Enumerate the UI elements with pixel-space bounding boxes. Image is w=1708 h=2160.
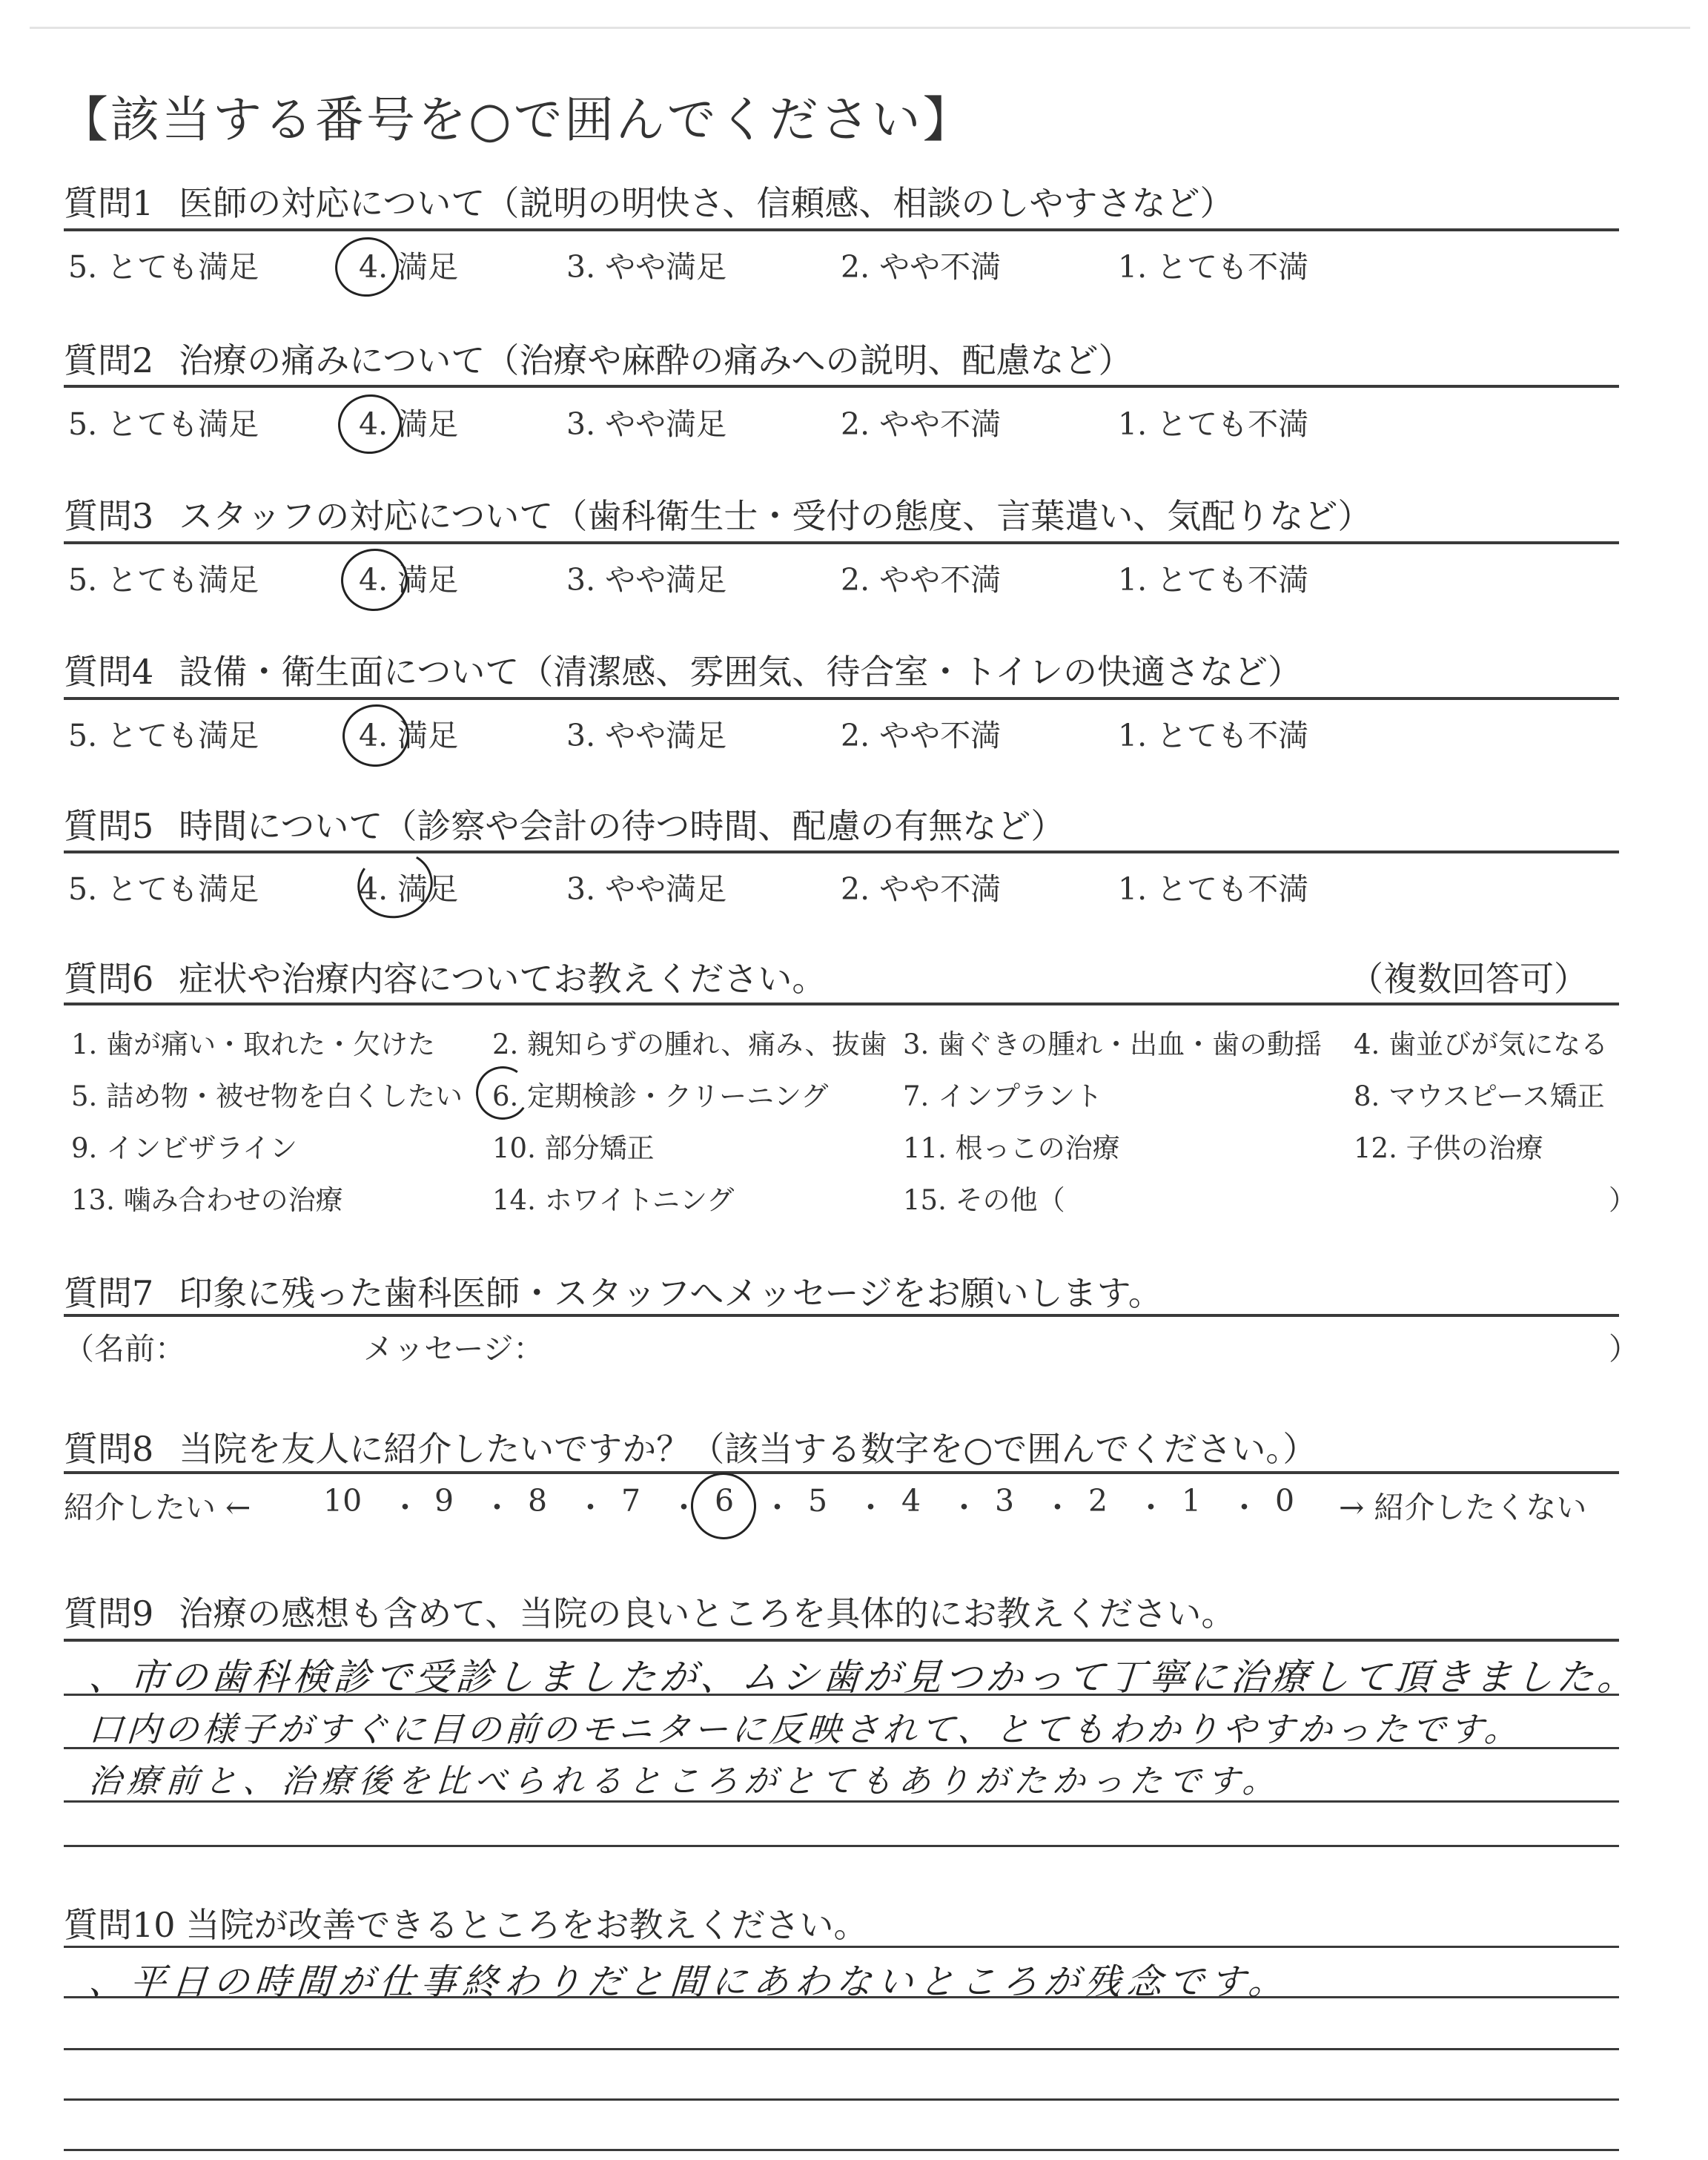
- option-3[interactable]: 3. やや満足: [566, 871, 727, 907]
- option-1[interactable]: 1. とても不満: [1118, 871, 1309, 907]
- option-5[interactable]: 5. とても満足: [68, 406, 259, 442]
- option-8[interactable]: 8. マウスピース矯正: [1354, 1080, 1605, 1112]
- option-11[interactable]: 11. 根っこの治療: [903, 1132, 1120, 1164]
- option-1[interactable]: 1. とても不満: [1118, 718, 1309, 753]
- option-5[interactable]: 5. とても満足: [68, 562, 259, 598]
- option-4[interactable]: 4. 満足: [359, 562, 459, 598]
- question-text: 印象に残った歯科医師・スタッフへメッセージをお願いします。: [179, 1273, 1162, 1313]
- question-text: 時間について（診察や会計の待つ時間、配慮の有無など）: [179, 806, 1065, 846]
- option-2[interactable]: 2. やや不満: [841, 562, 1002, 598]
- question-text: 当院を友人に紹介したいですか？（該当する数字を○で囲んでください。）: [179, 1429, 1317, 1469]
- option-5[interactable]: 5. とても満足: [68, 871, 259, 907]
- question-label: 質問1: [64, 183, 154, 223]
- question-label: 質問7: [64, 1273, 154, 1313]
- divider: [64, 851, 1619, 853]
- option-4[interactable]: 4. 満足: [359, 871, 459, 907]
- score-8[interactable]: 8: [528, 1483, 548, 1519]
- option-1[interactable]: 1. とても不満: [1118, 562, 1309, 598]
- option-4[interactable]: 4. 歯並びが気になる: [1354, 1028, 1609, 1060]
- question-label: 質問10: [64, 1905, 176, 1945]
- question-1-heading: [64, 176, 1234, 225]
- recommend-right-label: → 紹介したくない: [1339, 1490, 1587, 1525]
- question-8-heading: [64, 1422, 1317, 1471]
- score-10[interactable]: 10: [323, 1483, 363, 1519]
- option-2[interactable]: 2. 親知らずの腫れ、痛み、抜歯: [492, 1028, 887, 1060]
- option-1[interactable]: 1. とても不満: [1118, 406, 1309, 442]
- option-2[interactable]: 2. やや不満: [841, 249, 1002, 285]
- question-text: 医師の対応について（説明の明快さ、信頼感、相談のしやすさなど）: [179, 183, 1234, 223]
- option-3[interactable]: 3. やや満足: [566, 562, 727, 598]
- divider: [64, 1946, 1619, 1948]
- divider: [64, 228, 1619, 231]
- option-10[interactable]: 10. 部分矯正: [492, 1132, 655, 1164]
- separator-dot: ・: [1136, 1490, 1166, 1525]
- name-field-label: （名前：: [64, 1331, 185, 1367]
- handwritten-answer-line: 治療前と、治療後を比べられるところがとてもありがたかったです。: [87, 1763, 1282, 1800]
- option-2[interactable]: 2. やや不満: [841, 718, 1002, 753]
- option-1[interactable]: 1. とても不満: [1118, 249, 1309, 285]
- answer-line: [64, 2048, 1619, 2050]
- option-5[interactable]: 5. 詰め物・被せ物を白くしたい: [71, 1080, 463, 1112]
- divider: [64, 541, 1619, 544]
- score-3[interactable]: 3: [995, 1483, 1015, 1519]
- message-field-label: メッセージ：: [363, 1331, 544, 1367]
- separator-dot: ・: [949, 1490, 979, 1525]
- option-5[interactable]: 5. とても満足: [68, 249, 259, 285]
- question-label: 質問3: [64, 496, 154, 536]
- option-9[interactable]: 9. インビザライン: [71, 1132, 297, 1164]
- question-text: 症状や治療内容についてお教えください。: [179, 959, 827, 999]
- question-label: 質問5: [64, 806, 154, 846]
- question-2-heading: [64, 334, 1132, 383]
- score-5[interactable]: 5: [808, 1483, 828, 1519]
- divider: [64, 1314, 1619, 1317]
- question-3-heading: [64, 489, 1371, 538]
- separator-dot: ・: [1229, 1490, 1260, 1525]
- other-close-paren: ）: [1609, 1184, 1636, 1216]
- separator-dot: ・: [669, 1490, 699, 1525]
- option-4[interactable]: 4. 満足: [359, 249, 459, 285]
- option-4[interactable]: 4. 満足: [359, 718, 459, 753]
- handwritten-answer-line: 口内の様子がすぐに目の前のモニターに反映されて、とてもわかりやすかったです。: [87, 1709, 1524, 1749]
- option-12[interactable]: 12. 子供の治療: [1354, 1132, 1543, 1164]
- question-label: 質問4: [64, 652, 154, 692]
- question-text: 治療の感想も含めて、当院の良いところを具体的にお教えください。: [179, 1593, 1236, 1634]
- score-0[interactable]: 0: [1275, 1483, 1295, 1519]
- multiple-answers-note: （複数回答可）: [1349, 959, 1588, 999]
- option-7[interactable]: 7. インプラント: [903, 1080, 1103, 1112]
- separator-dot: ・: [855, 1490, 886, 1525]
- divider: [64, 1003, 1619, 1005]
- selection-circle: [471, 1062, 533, 1123]
- selection-circle: [351, 844, 439, 925]
- separator-dot: ・: [390, 1490, 420, 1525]
- question-6-heading: [64, 952, 826, 1001]
- divider: [64, 1639, 1619, 1642]
- page-title: 【該当する番号を○で囲んでください】: [59, 91, 974, 148]
- option-14[interactable]: 14. ホワイトニング: [492, 1184, 735, 1216]
- question-10-heading: [64, 1898, 868, 1947]
- question-text: スタッフの対応について（歯科衛生士・受付の態度、言葉遣い、気配りなど）: [179, 496, 1372, 536]
- option-1[interactable]: 1. 歯が痛い・取れた・欠けた: [71, 1028, 436, 1060]
- divider: [64, 697, 1619, 700]
- question-text: 治療の痛みについて（治療や麻酔の痛みへの説明、配慮など）: [179, 340, 1133, 380]
- question-label: 質問9: [64, 1593, 154, 1634]
- handwritten-answer-line: 、平日の時間が仕事終わりだと間にあわないところが残念です。: [87, 1961, 1291, 2003]
- option-5[interactable]: 5. とても満足: [68, 718, 259, 753]
- score-7[interactable]: 7: [621, 1483, 641, 1519]
- separator-dot: ・: [1042, 1490, 1073, 1525]
- answer-line: [64, 2098, 1619, 2101]
- answer-line: [64, 1845, 1619, 1847]
- option-2[interactable]: 2. やや不満: [841, 406, 1002, 442]
- question-label: 質問6: [64, 959, 154, 999]
- score-6[interactable]: 6: [715, 1483, 735, 1519]
- handwritten-answer-line: 、市の歯科検診で受診しましたが、ムシ歯が見つかって丁寧に治療して頂きました。: [87, 1656, 1640, 1699]
- option-3[interactable]: 3. やや満足: [566, 249, 727, 285]
- separator-dot: ・: [575, 1490, 606, 1525]
- option-6[interactable]: 6. 定期検診・クリーニング: [492, 1080, 829, 1112]
- separator-dot: ・: [482, 1490, 512, 1525]
- question-text: 設備・衛生面について（清潔感、雰囲気、待合室・トイレの快適さなど）: [179, 652, 1302, 692]
- question-9-heading: [64, 1587, 1235, 1636]
- score-1[interactable]: 1: [1182, 1483, 1202, 1519]
- score-9[interactable]: 9: [434, 1483, 454, 1519]
- score-2[interactable]: 2: [1088, 1483, 1108, 1519]
- option-3[interactable]: 3. 歯ぐきの腫れ・出血・歯の動揺: [903, 1028, 1323, 1060]
- answer-line: [64, 2149, 1619, 2151]
- recommend-left-label: 紹介したい ←: [64, 1490, 251, 1525]
- option-15[interactable]: 15. その他（: [903, 1184, 1065, 1216]
- divider: [64, 1471, 1619, 1474]
- question-5-heading: [64, 799, 1065, 848]
- option-13[interactable]: 13. 噛み合わせの治療: [71, 1184, 343, 1216]
- option-4[interactable]: 4. 満足: [359, 406, 459, 442]
- scan-top-edge: [30, 27, 1690, 29]
- selection-circle: [688, 1470, 760, 1543]
- question-label: 質問2: [64, 340, 154, 380]
- question-7-heading: [64, 1266, 1162, 1315]
- close-paren: ）: [1609, 1331, 1639, 1367]
- question-text: 当院が改善できるところをお教えください。: [185, 1905, 868, 1945]
- question-label: 質問8: [64, 1429, 154, 1469]
- score-4[interactable]: 4: [901, 1483, 921, 1519]
- separator-dot: ・: [762, 1490, 792, 1525]
- option-3[interactable]: 3. やや満足: [566, 406, 727, 442]
- question-4-heading: [64, 645, 1302, 694]
- option-3[interactable]: 3. やや満足: [566, 718, 727, 753]
- option-2[interactable]: 2. やや不満: [841, 871, 1002, 907]
- divider: [64, 385, 1619, 388]
